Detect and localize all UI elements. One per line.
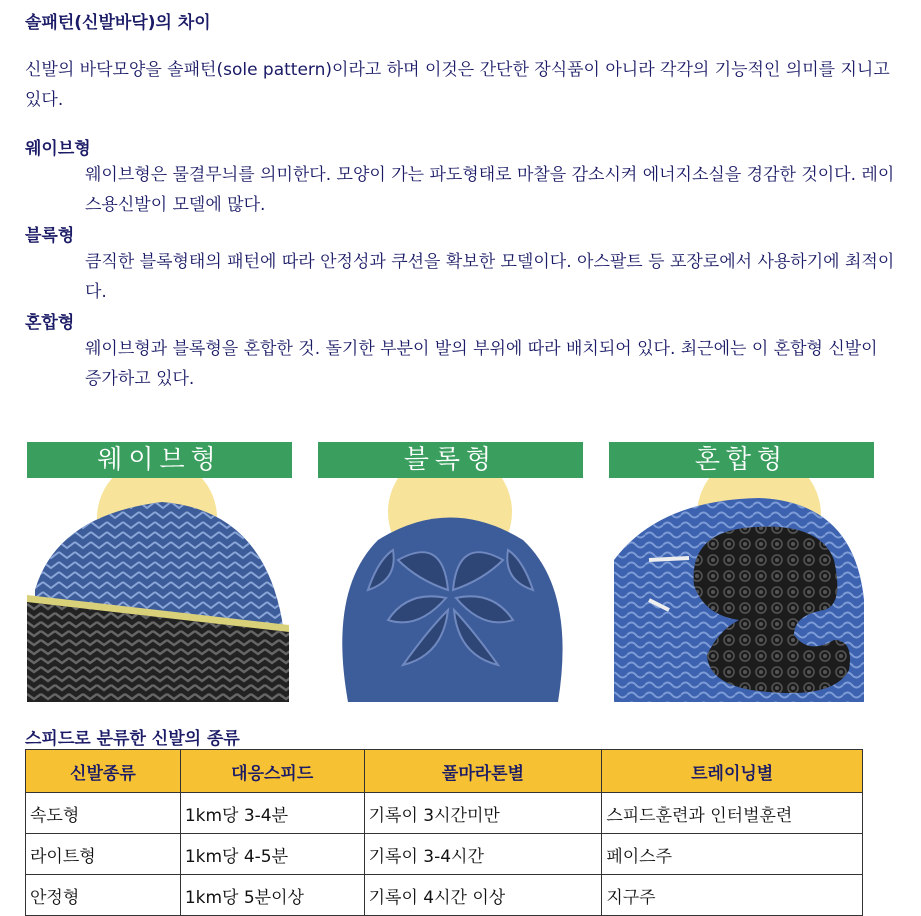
wave-sole-image — [27, 440, 292, 702]
cell-training: 페이스주 — [602, 834, 863, 875]
mixed-sole-icon — [609, 440, 874, 702]
cell-speed: 1km당 3-4분 — [180, 793, 364, 834]
header-training: 트레이닝별 — [602, 750, 863, 793]
wave-sole-icon — [27, 440, 292, 702]
banner-mixed: 혼합형 — [609, 442, 874, 478]
header-full-marathon: 풀마라톤별 — [364, 750, 602, 793]
block-sole-icon — [318, 440, 583, 702]
section-heading-block: 블록형 — [25, 226, 75, 246]
section-text-mixed: 웨이브형과 블록형을 혼합한 것. 돌기한 부분이 발의 부위에 따라 배치되어 있다. 최근에는 이 혼합형 신발이 증가하고 있다. — [85, 339, 878, 389]
cell-training: 지구주 — [602, 875, 863, 916]
header-shoe-type: 신발종류 — [26, 750, 181, 793]
page-title: 솔패턴(신발바닥)의 차이 — [25, 13, 211, 33]
table-header-row — [26, 750, 863, 793]
table-row — [26, 834, 863, 875]
cell-shoe-type: 안정형 — [26, 875, 181, 916]
block-sole-image — [318, 440, 583, 702]
table-title: 스피드로 분류한 신발의 종류 — [25, 729, 240, 749]
mixed-sole-image — [609, 440, 874, 702]
cell-full-marathon: 기록이 3시간미만 — [364, 793, 602, 834]
banner-block: 블록형 — [318, 442, 583, 478]
cell-speed: 1km당 4-5분 — [180, 834, 364, 875]
cell-training: 스피드훈련과 인터벌훈련 — [602, 793, 863, 834]
header-speed: 대응스피드 — [180, 750, 364, 793]
intro-paragraph: 신발의 바닥모양을 솔패턴(sole pattern)이라고 하며 이것은 간단한 장식품이 아니라 각각의 기능적인 의미를 지니고 있다. — [25, 60, 890, 110]
section-heading-wave: 웨이브형 — [25, 139, 91, 159]
speed-table — [25, 749, 863, 916]
cell-speed: 1km당 5분이상 — [180, 875, 364, 916]
table-row — [26, 875, 863, 916]
cell-full-marathon: 기록이 4시간 이상 — [364, 875, 602, 916]
section-heading-mixed: 혼합형 — [25, 313, 75, 333]
cell-shoe-type: 라이트형 — [26, 834, 181, 875]
banner-wave: 웨이브형 — [27, 442, 292, 478]
section-text-wave: 웨이브형은 물결무늬를 의미한다. 모양이 가는 파도형태로 마찰을 감소시켜 에너지소실을 경감한 것이다. 레이스용신발이 모델에 많다. — [85, 165, 895, 215]
cell-shoe-type: 속도형 — [26, 793, 181, 834]
section-text-block: 큼직한 블록형태의 패턴에 따라 안정성과 쿠션을 확보한 모델이다. 아스팔트 등 포장로에서 사용하기에 최적이다. — [85, 252, 895, 302]
table-row — [26, 793, 863, 834]
cell-full-marathon: 기록이 3-4시간 — [364, 834, 602, 875]
